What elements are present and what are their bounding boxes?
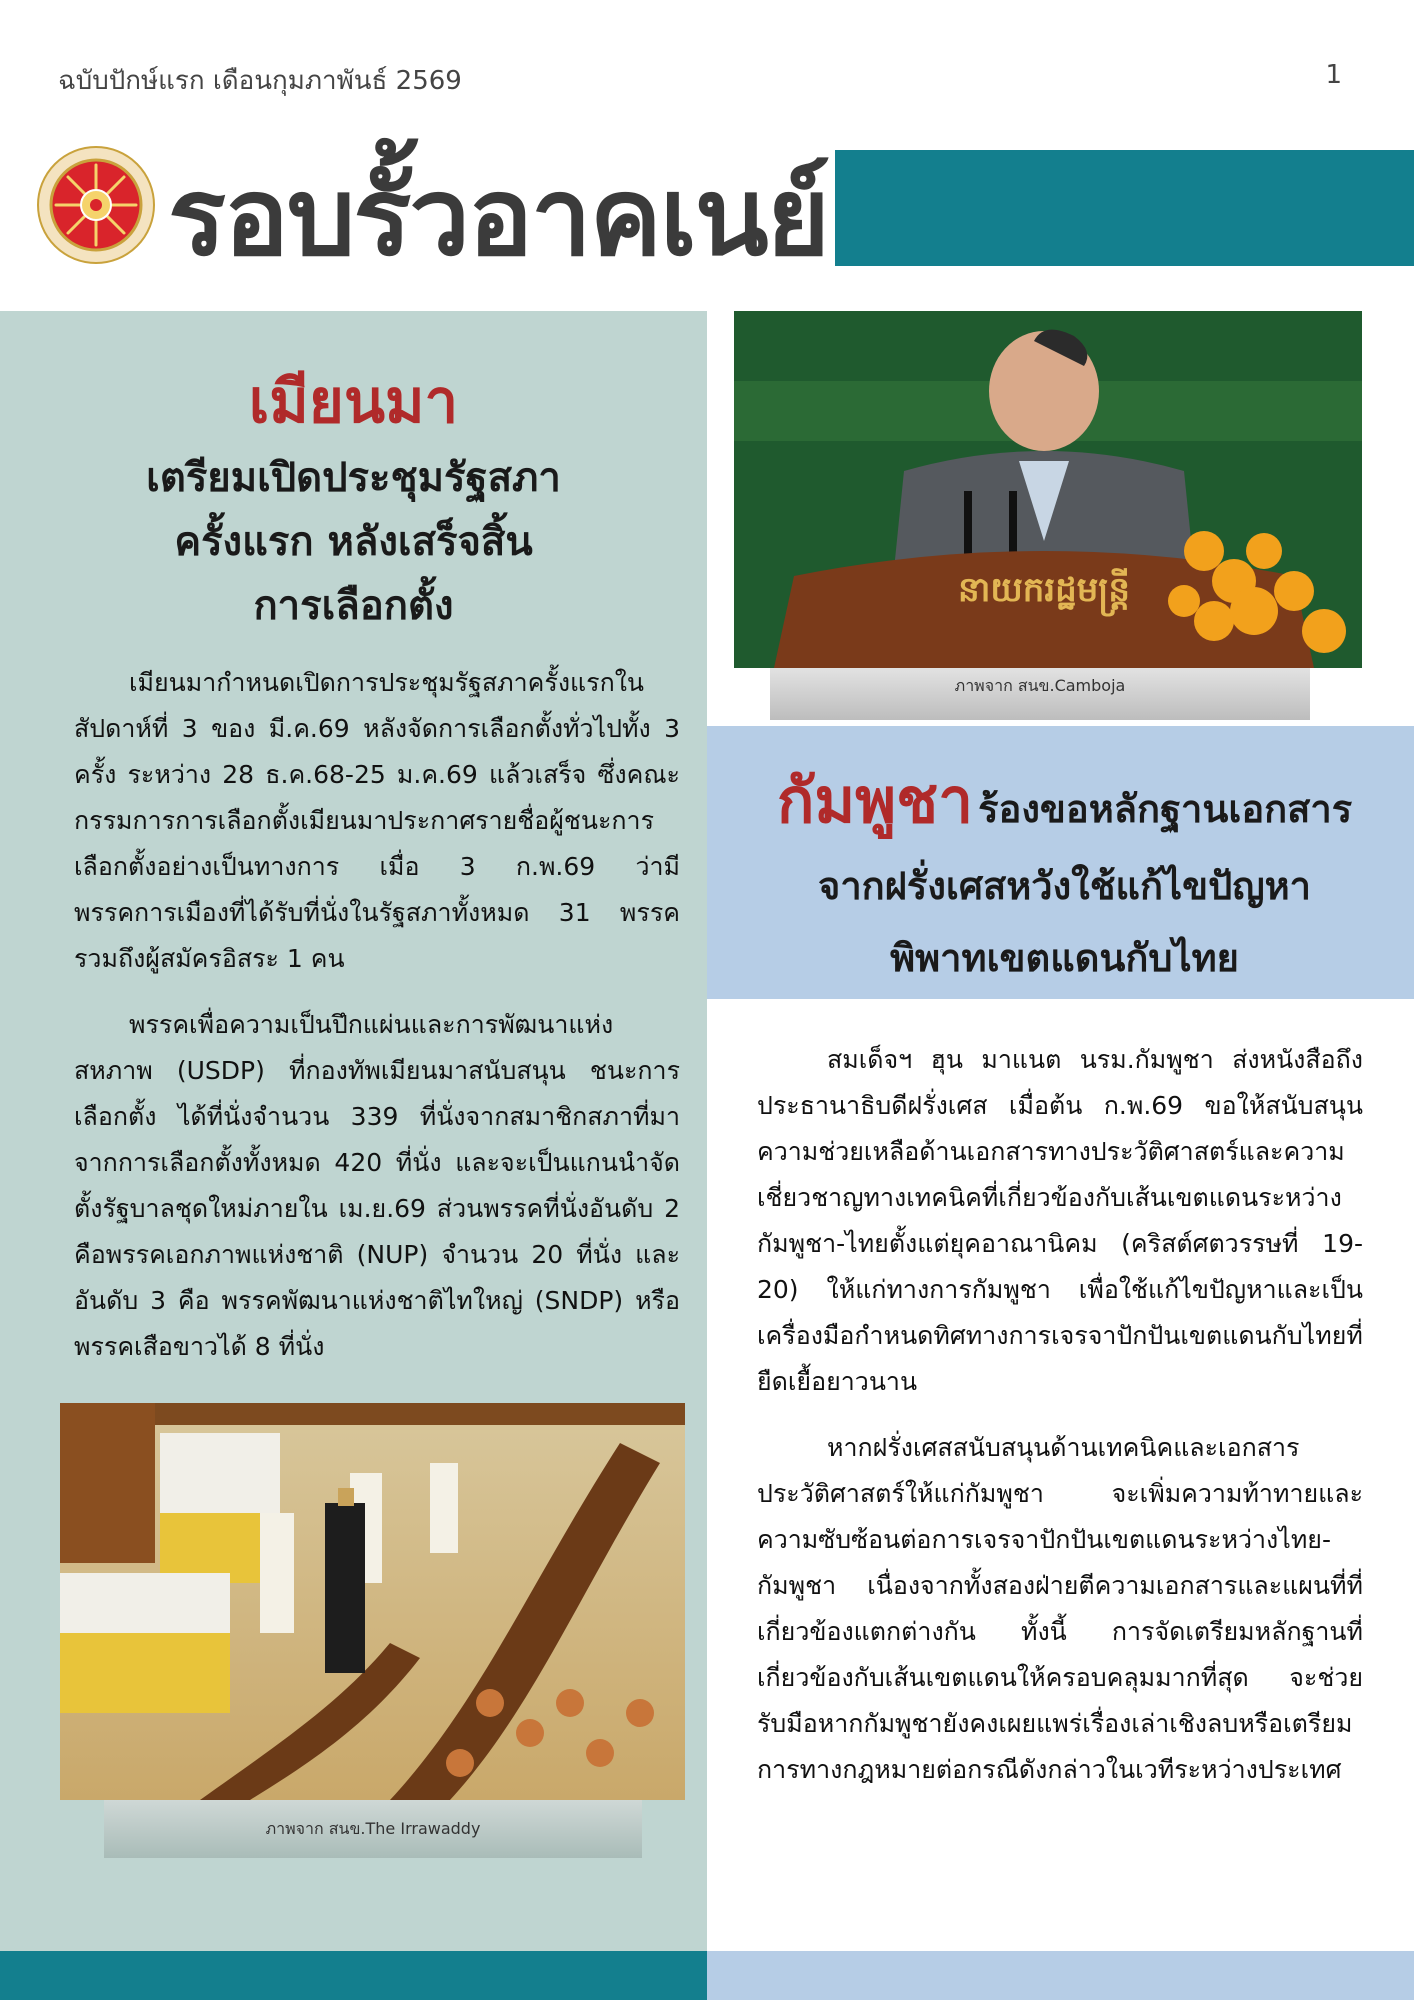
cambodia-article-body bbox=[757, 1037, 1363, 1813]
cambodia-photo-caption-bar bbox=[770, 668, 1310, 720]
article-paragraph: พรรคเพื่อความเป็นปึกแผ่นและการพัฒนาแห่งสหภาพ (USDP) ที่กองทัพเมียนมาสนับสนุน ชนะการเลือกตั้ง ได้ที่นั่งจำนวน 339 ที่นั่งจากสมาชิกสภาที่มาจากการเลือกตั้งทั้งหมด 420 ที่นั่ง และจะเป็นแกนนำจัดตั้งรัฐบาลชุดใหม่ภายใน เม.ย.69 ส่วนพรรคที่นั่งอันดับ 2 คือพรรคเอกภาพแห่งชาติ (NUP) จำนวน 20 ที่นั่ง และอันดับ 3 คือ พรรคพัฒนาแห่งชาติไทใหญ่ (SNDP) หรือพรรคเสือขาวได้ 8 ที่นั่ง bbox=[74, 1010, 680, 1361]
masthead-accent-bar bbox=[835, 150, 1414, 266]
org-seal-logo-icon bbox=[36, 145, 156, 265]
page-number: 1 bbox=[1325, 60, 1342, 90]
cambodia-subtitle-first: ร้องขอหลักฐานเอกสาร bbox=[978, 787, 1353, 831]
myanmar-subtitle-line: เตรียมเปิดประชุมรัฐสภา bbox=[146, 455, 561, 501]
article-paragraph: สมเด็จฯ ฮุน มาแนต นรม.กัมพูชา ส่งหนังสือถึงประธานาธิบดีฝรั่งเศส เมื่อต้น ก.พ.69 ขอให้สนับสนุนความช่วยเหลือด้านเอกสารทางประวัติศาสตร์และความเชี่ยวชาญทางเทคนิคที่เกี่ยวข้องกับเส้นเขตแดนระหว่างกัมพูชา-ไทยตั้งแต่ยุคอาณานิคม (คริสต์ศตวรรษที่ 19-20) ให้แก่ทางการกัมพูชา เพื่อใช้แก้ไขปัญหาและเป็นเครื่องมือกำหนดทิศทางการเจรจาปักปันเขตแดนกับไทยที่ยืดเยื้อยาวนาน bbox=[757, 1045, 1363, 1396]
cambodia-headline bbox=[715, 752, 1414, 994]
myanmar-headline bbox=[0, 360, 707, 636]
masthead-title: รอบรั้วอาคเนย์ bbox=[168, 155, 828, 280]
article-paragraph: เมียนมากำหนดเปิดการประชุมรัฐสภาครั้งแรกในสัปดาห์ที่ 3 ของ มี.ค.69 หลังจัดการเลือกตั้งทั่วไปทั้ง 3 ครั้ง ระหว่าง 28 ธ.ค.68-25 ม.ค.69 แล้วเสร็จ ซึ่งคณะกรรมการการเลือกตั้งเมียนมาประกาศรายชื่อผู้ชนะการเลือกตั้งอย่างเป็นทางการ เมื่อ 3 ก.พ.69 ว่ามีพรรคการเมืองที่ได้รับที่นั่งในรัฐสภาทั้งหมด 31 พรรค รวมถึงผู้สมัครอิสระ 1 คน bbox=[74, 668, 680, 973]
article-paragraph: หากฝรั่งเศสสนับสนุนด้านเทคนิคและเอกสารประวัติศาสตร์ให้แก่กัมพูชา จะเพิ่มความท้าทายและความซับซ้อนต่อการเจรจาปักปันเขตแดนระหว่างไทย-กัมพูชา เนื่องจากทั้งสองฝ่ายตีความเอกสารและแผนที่ที่เกี่ยวข้องแตกต่างกัน ทั้งนี้ การจัดเตรียมหลักฐานที่เกี่ยวข้องกับเส้นเขตแดนให้ครอบคลุมมากที่สุด จะช่วยรับมือหากกัมพูชายังคงเผยแพร่เรื่องเล่าเชิงลบหรือเตรียมการทางกฎหมายต่อกรณีดังกล่าวในเวทีระหว่างประเทศ bbox=[757, 1433, 1363, 1784]
issue-date: ฉบับปักษ์แรก เดือนกุมภาพันธ์ 2569 bbox=[58, 66, 462, 96]
myanmar-photo-caption-bar bbox=[104, 1800, 642, 1858]
myanmar-article-body bbox=[74, 660, 680, 1390]
cambodia-country-title: กัมพูชา bbox=[776, 764, 974, 837]
myanmar-subtitle-line: ครั้งแรก หลังเสร็จสิ้น bbox=[174, 519, 533, 565]
cambodia-subtitle-line: จากฝรั่งเศสหวังใช้แก้ไขปัญหา bbox=[818, 864, 1311, 908]
cambodia-photo-caption: ภาพจาก สนข.Camboja bbox=[954, 676, 1126, 695]
myanmar-country-title: เมียนมา bbox=[248, 367, 459, 437]
myanmar-parliament-photo bbox=[60, 1403, 685, 1800]
cambodia-pm-photo bbox=[734, 311, 1362, 668]
myanmar-photo-caption: ภาพจาก สนข.The Irrawaddy bbox=[265, 1819, 481, 1838]
footer-bar-right bbox=[707, 1951, 1414, 2000]
footer-bar-left bbox=[0, 1951, 707, 2000]
cambodia-subtitle-line: พิพาทเขตแดนกับไทย bbox=[890, 936, 1239, 980]
podium-text: នាយករដ្ឋមន្ត្រី bbox=[958, 570, 1130, 610]
myanmar-subtitle-line: การเลือกตั้ง bbox=[253, 583, 454, 629]
